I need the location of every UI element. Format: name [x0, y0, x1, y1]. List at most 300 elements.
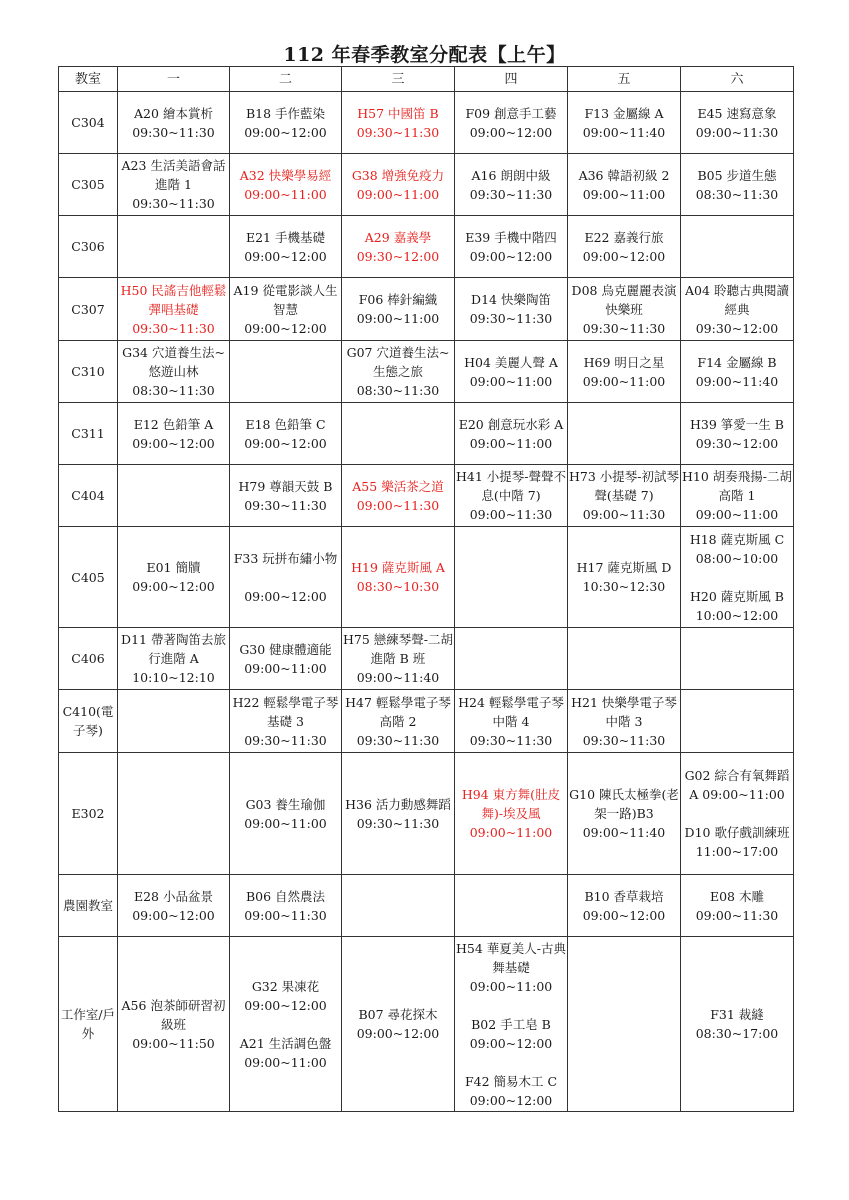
course-name: H73 小提琴-初試琴聲(基礎 7): [569, 469, 680, 503]
course-entry: [569, 558, 679, 596]
course-entry: [231, 640, 340, 678]
course-name: B02 手工皂 B: [471, 1016, 551, 1032]
table-row: [59, 937, 794, 1112]
course-name: B05 步道生態: [697, 167, 777, 183]
spacer: [231, 568, 340, 587]
course-entry: [231, 477, 340, 515]
course-time: 09:30~12:00: [695, 435, 779, 451]
header-cell: 六: [681, 67, 794, 92]
room-cell: C311: [59, 403, 118, 465]
course-time: 09:00~12:00: [244, 124, 327, 140]
schedule-cell: [118, 92, 230, 154]
course-entry: [682, 766, 792, 804]
course-time: 09:00~12:00: [582, 248, 666, 264]
table-row: [59, 403, 794, 465]
course-time: 08:30~11:30: [695, 186, 779, 202]
course-name: A19 從電影談人生智慧: [233, 282, 338, 317]
schedule-cell: [681, 753, 794, 875]
course-name: D14 快樂陶笛: [471, 292, 551, 307]
course-entry: [119, 996, 228, 1053]
course-time: 10:30~12:30: [582, 579, 666, 594]
schedule-cell: [681, 937, 794, 1112]
course-name: H10 胡奏飛揚-二胡高階 1: [682, 469, 793, 503]
course-entry: [456, 693, 566, 750]
room-cell: C304: [59, 92, 118, 154]
course-name: G07 穴道養生法~生態之旅: [346, 345, 450, 379]
course-name: F42 簡易木工 C: [464, 1073, 558, 1089]
course-time: 09:00~11:30: [356, 497, 440, 513]
schedule-cell: [455, 753, 568, 875]
course-entry: [343, 1005, 453, 1043]
course-name: E20 創意玩水彩 A 09:00~11:00: [458, 416, 564, 451]
spacer: [682, 804, 792, 823]
course-name: G38 增強免疫力: [351, 167, 445, 183]
course-entry: [231, 795, 340, 833]
course-name: H57 中國笛 B: [357, 105, 439, 121]
schedule-cell: [568, 92, 681, 154]
schedule-cell: [230, 465, 342, 527]
table-row: [59, 154, 794, 216]
course-entry: [231, 166, 340, 204]
course-name: B18 手作藍染: [245, 105, 326, 121]
schedule-cell: [342, 216, 455, 278]
course-entry: [231, 281, 340, 338]
course-name: E39 手機中階四: [465, 229, 557, 245]
header-cell: 一: [118, 67, 230, 92]
table-row: [59, 628, 794, 690]
schedule-cell: [342, 937, 455, 1112]
course-time: 09:00~11:50: [132, 1035, 215, 1051]
course-entry: [343, 166, 453, 204]
schedule-cell: [568, 465, 681, 527]
course-name: H47 輕鬆學電子琴高階 2: [345, 694, 451, 729]
schedule-cell: [342, 92, 455, 154]
schedule-cell: [455, 690, 568, 753]
schedule-cell: [681, 403, 794, 465]
schedule-cell: [681, 628, 794, 690]
schedule-cell: [118, 154, 230, 216]
room-cell: C307: [59, 278, 118, 341]
course-time: 09:00~11:00: [695, 507, 779, 522]
course-time: 08:30~11:30: [132, 383, 215, 398]
course-entry: [119, 104, 228, 142]
course-time: 09:00~11:00: [469, 825, 553, 840]
course-time: 09:00~11:30: [695, 907, 779, 923]
course-entry: [682, 467, 792, 524]
schedule-cell: [455, 875, 568, 937]
course-name: H50 民謠吉他輕鬆彈唱基礎: [120, 282, 227, 317]
course-name: A20 繪本賞析: [134, 105, 213, 121]
schedule-cell: [118, 216, 230, 278]
course-name: F09 創意手工藝: [465, 105, 557, 121]
course-name: G03 養生瑜伽: [245, 796, 326, 812]
course-entry: [343, 693, 453, 750]
course-entry: [119, 156, 228, 213]
table-row: [59, 875, 794, 937]
schedule-cell: [681, 465, 794, 527]
course-entry: [343, 795, 453, 833]
spacer: [456, 1053, 566, 1072]
table-row: [59, 527, 794, 628]
schedule-cell: [342, 341, 455, 403]
schedule-cell: [118, 341, 230, 403]
schedule-cell: [342, 154, 455, 216]
course-name: E12 色鉛筆 A: [133, 416, 214, 432]
course-name: A32 快樂學易經: [239, 167, 332, 183]
room-cell: C406: [59, 628, 118, 690]
course-entry: [119, 415, 228, 453]
spacer: [231, 1015, 340, 1034]
course-name: F14 金屬線 B: [697, 354, 777, 370]
course-entry: [231, 228, 340, 266]
room-cell: C404: [59, 465, 118, 527]
course-time: 09:30~11:30: [244, 732, 327, 748]
course-name: E21 手機基礎: [245, 229, 325, 245]
course-entry: [682, 415, 792, 453]
course-entry: [343, 290, 453, 328]
course-name: D08 烏克麗麗表演快樂班: [571, 282, 677, 317]
schedule-cell: [568, 216, 681, 278]
schedule-cell: [455, 92, 568, 154]
room-cell: C306: [59, 216, 118, 278]
course-entry: [456, 939, 566, 996]
course-name: D11 帶著陶笛去旅行進階 A: [121, 632, 226, 666]
course-time: 08:00~10:00: [695, 550, 779, 566]
schedule-cell: [342, 465, 455, 527]
course-entry: [231, 104, 340, 142]
schedule-cell: [230, 216, 342, 278]
schedule-table: [58, 66, 794, 1112]
schedule-cell: [681, 216, 794, 278]
schedule-cell: [118, 753, 230, 875]
course-name: B07 尋花探木: [358, 1007, 438, 1022]
course-name: H21 快樂學電子琴中階 3: [571, 694, 677, 729]
schedule-cell: [118, 403, 230, 465]
course-name: E28 小品盆景: [133, 888, 213, 904]
course-time: 10:00~12:00: [695, 607, 779, 623]
course-time: 09:00~12:00: [469, 1092, 553, 1108]
course-name: F06 棒針編織: [358, 292, 438, 307]
header-cell: 教室: [59, 67, 118, 92]
table-row: [59, 92, 794, 154]
course-name: A56 泡茶師研習初級班: [121, 997, 226, 1032]
schedule-cell: [342, 278, 455, 341]
room-cell: C405: [59, 527, 118, 628]
course-name: B06 自然農法: [245, 888, 326, 904]
course-name: D10 歌仔戲訓練班 11:00~17:00: [684, 825, 790, 859]
course-time: 09:00~12:00: [469, 248, 553, 264]
schedule-cell: [230, 628, 342, 690]
course-entry: [456, 104, 566, 142]
room-cell: E302: [59, 753, 118, 875]
course-name: G10 陳氏太極拳(老架一路)B3: [569, 787, 679, 821]
course-name: H20 薩克斯風 B: [690, 588, 784, 604]
schedule-cell: [568, 875, 681, 937]
schedule-cell: [230, 937, 342, 1112]
schedule-cell: [230, 753, 342, 875]
course-entry: [456, 415, 566, 453]
header-cell: 五: [568, 67, 681, 92]
course-name: H04 美麗人聲 A: [464, 354, 558, 370]
room-cell: 農園教室: [59, 875, 118, 937]
course-entry: [456, 785, 566, 842]
schedule-cell: [455, 216, 568, 278]
schedule-cell: [568, 628, 681, 690]
header-cell: 四: [455, 67, 568, 92]
course-name: A16 朗朗中級: [471, 167, 551, 183]
course-name: H94 東方舞(肚皮舞)-埃及風: [461, 787, 561, 821]
course-name: A23 生活美語會話進階 1: [121, 158, 226, 192]
course-entry: [231, 1034, 340, 1072]
schedule-cell: [118, 875, 230, 937]
schedule-cell: [118, 937, 230, 1112]
schedule-cell: [455, 278, 568, 341]
course-time: 09:30~11:30: [244, 497, 327, 513]
course-time: 08:30~17:00: [695, 1026, 779, 1041]
course-time: 09:00~12:00: [469, 1035, 553, 1051]
schedule-cell: [342, 403, 455, 465]
schedule-cell: [681, 527, 794, 628]
course-name: E45 速寫意象: [697, 105, 777, 121]
schedule-cell: [342, 690, 455, 753]
table-row: [59, 690, 794, 753]
course-entry: [343, 228, 453, 266]
course-entry: [682, 1005, 792, 1043]
course-time: 09:30~12:00: [695, 320, 779, 336]
course-time: 09:00~12:00: [469, 124, 553, 140]
course-entry: [231, 415, 340, 453]
course-name: H17 薩克斯風 D: [576, 560, 672, 575]
course-entry: [231, 887, 340, 925]
room-cell: C305: [59, 154, 118, 216]
course-name: H18 薩克斯風 C: [689, 531, 785, 547]
course-entry: [456, 1072, 566, 1110]
course-time: 09:00~11:00: [356, 186, 440, 202]
course-entry: [343, 630, 453, 687]
course-time: 09:00~11:40: [695, 373, 779, 389]
course-name: H79 尊韻天鼓 B: [238, 478, 333, 494]
room-cell: C410(電子琴): [59, 690, 118, 753]
schedule-cell: [681, 875, 794, 937]
course-entry: [569, 785, 679, 842]
course-name: A29 嘉義學: [364, 229, 432, 245]
schedule-cell: [230, 690, 342, 753]
course-time: 09:00~11:00: [356, 311, 440, 326]
course-entry: [119, 887, 228, 925]
schedule-cell: [118, 628, 230, 690]
schedule-cell: [230, 341, 342, 403]
schedule-cell: [455, 154, 568, 216]
course-time: 09:00~12:00: [244, 320, 327, 336]
course-name: H75 戀練琴聲-二胡進階 B 班: [343, 632, 454, 666]
course-entry: [682, 530, 792, 568]
header-row: [59, 67, 794, 92]
course-entry: [682, 166, 792, 204]
course-time: 09:00~11:40: [356, 670, 440, 685]
course-time: 09:30~11:30: [132, 124, 215, 140]
course-time: 09:00~12:00: [132, 907, 215, 923]
course-entry: [682, 823, 792, 861]
course-entry: [456, 290, 566, 328]
schedule-cell: [568, 278, 681, 341]
course-name: G32 果凍花: [251, 978, 320, 994]
course-entry: [456, 228, 566, 266]
course-entry: [569, 693, 679, 750]
room-cell: 工作室/戶外: [59, 937, 118, 1112]
course-entry: [569, 104, 679, 142]
course-entry: [343, 343, 453, 400]
course-time: 09:00~11:30: [582, 507, 666, 522]
course-time: 09:00~12:00: [132, 435, 215, 451]
course-time: 09:30~11:30: [582, 732, 666, 748]
table-row: [59, 278, 794, 341]
course-time: 09:00~11:30: [244, 907, 327, 923]
course-name: B10 香草栽培: [584, 888, 664, 904]
schedule-cell: [230, 92, 342, 154]
course-time: 09:30~11:30: [356, 124, 440, 140]
course-entry: [569, 887, 679, 925]
course-entry: [343, 477, 453, 515]
course-entry: [119, 343, 228, 400]
course-name: E18 色鉛筆 C: [245, 416, 326, 432]
schedule-cell: [568, 690, 681, 753]
schedule-cell: [681, 92, 794, 154]
course-name: F33 玩拼布繡小物: [233, 550, 338, 566]
course-name: A04 聆聽古典閱讀經典: [685, 282, 789, 317]
course-time: 09:00~11:00: [469, 373, 553, 389]
course-entry: [231, 977, 340, 1015]
course-name: H41 小提琴-聲聲不息(中階 7): [456, 469, 567, 503]
course-time: 09:00~11:00: [244, 660, 327, 676]
course-time: 09:30~11:30: [132, 196, 215, 211]
course-name: H19 薩克斯風 A: [351, 560, 445, 575]
course-entry: [119, 558, 228, 596]
course-time: 09:30~11:30: [469, 311, 553, 326]
course-name: H54 華夏美人-古典舞基礎: [456, 940, 567, 975]
course-time: 09:00~11:00: [582, 373, 666, 389]
course-entry: [682, 281, 792, 338]
course-time: 09:00~12:00: [132, 579, 215, 594]
course-time: 09:00~11:00: [244, 186, 327, 202]
course-entry: [569, 281, 679, 338]
schedule-cell: [342, 527, 455, 628]
schedule-cell: [568, 341, 681, 403]
course-name: G34 穴道養生法~悠遊山林: [122, 345, 225, 379]
course-time: 09:00~11:30: [469, 507, 553, 522]
schedule-cell: [230, 403, 342, 465]
schedule-cell: [681, 690, 794, 753]
schedule-cell: [118, 278, 230, 341]
course-entry: [682, 587, 792, 625]
course-entry: [119, 630, 228, 687]
schedule-cell: [455, 628, 568, 690]
schedule-cell: [568, 403, 681, 465]
course-entry: [343, 104, 453, 142]
course-time: 09:00~11:00: [244, 1054, 327, 1070]
course-time: 09:30~12:00: [356, 248, 440, 264]
course-entry: [456, 467, 566, 524]
schedule-cell: [681, 154, 794, 216]
course-name: A21 生活調色盤: [239, 1035, 332, 1051]
course-name: E22 嘉義行旅: [584, 229, 664, 245]
schedule-cell: [342, 753, 455, 875]
course-time: 08:30~10:30: [356, 579, 440, 594]
course-entry: [569, 166, 679, 204]
schedule-cell: [568, 154, 681, 216]
course-time: 09:00~12:00: [244, 997, 327, 1013]
spacer: [456, 996, 566, 1015]
table-row: [59, 465, 794, 527]
course-name: H39 箏愛一生 B: [690, 416, 784, 432]
table-row: [59, 216, 794, 278]
course-entry: [456, 1015, 566, 1053]
course-time: 09:00~11:40: [582, 124, 666, 140]
course-time: 09:30~11:30: [132, 320, 215, 336]
course-entry: [456, 166, 566, 204]
schedule-cell: [568, 937, 681, 1112]
course-name: H36 活力動感舞蹈 09:30~11:30: [345, 796, 451, 831]
course-name: A55 樂活茶之道: [352, 478, 444, 494]
course-name: G30 健康體適能: [239, 641, 332, 657]
course-time: 09:00~12:00: [356, 1026, 440, 1041]
spacer: [682, 568, 792, 587]
course-time: 09:30~11:30: [469, 732, 553, 748]
table-row: [59, 753, 794, 875]
course-name: A36 韓語初級 2: [578, 167, 670, 183]
schedule-cell: [342, 875, 455, 937]
schedule-cell: [230, 154, 342, 216]
course-entry: [569, 467, 679, 524]
course-time: 08:30~11:30: [356, 383, 440, 398]
schedule-cell: [455, 403, 568, 465]
table-row: [59, 341, 794, 403]
course-entry: [682, 887, 792, 925]
page-title: 112 年春季教室分配表【上午】: [283, 44, 566, 66]
schedule-cell: [230, 278, 342, 341]
course-entry: [231, 549, 340, 606]
schedule-cell: [118, 465, 230, 527]
course-entry: [456, 353, 566, 391]
course-time: 09:00~12:00: [582, 907, 666, 923]
course-time: 09:30~11:30: [582, 320, 666, 336]
course-time: 09:30~11:30: [469, 186, 553, 202]
course-time: 09:00~12:00: [244, 588, 327, 604]
schedule-cell: [681, 341, 794, 403]
course-time: 09:00~12:00: [244, 435, 327, 451]
course-entry: [119, 281, 228, 338]
room-cell: C310: [59, 341, 118, 403]
schedule-cell: [455, 527, 568, 628]
course-entry: [343, 558, 453, 596]
course-name: F13 金屬線 A: [584, 105, 664, 121]
schedule-cell: [455, 341, 568, 403]
course-entry: [569, 353, 679, 391]
course-time: 09:00~11:00: [469, 978, 553, 994]
schedule-cell: [118, 527, 230, 628]
schedule-cell: [568, 527, 681, 628]
course-name: H24 輕鬆學電子琴中階 4: [458, 694, 564, 729]
course-name: E01 簡牘: [146, 560, 201, 575]
course-entry: [231, 693, 340, 750]
course-name: H69 明日之星: [583, 354, 665, 370]
course-name: G02 綜合有氧舞蹈 A 09:00~11:00: [684, 768, 790, 802]
schedule-cell: [342, 628, 455, 690]
course-name: F31 裁縫: [710, 1007, 764, 1022]
course-time: 09:00~11:30: [695, 124, 779, 140]
schedule-cell: [455, 937, 568, 1112]
schedule-cell: [681, 278, 794, 341]
schedule-cell: [455, 465, 568, 527]
